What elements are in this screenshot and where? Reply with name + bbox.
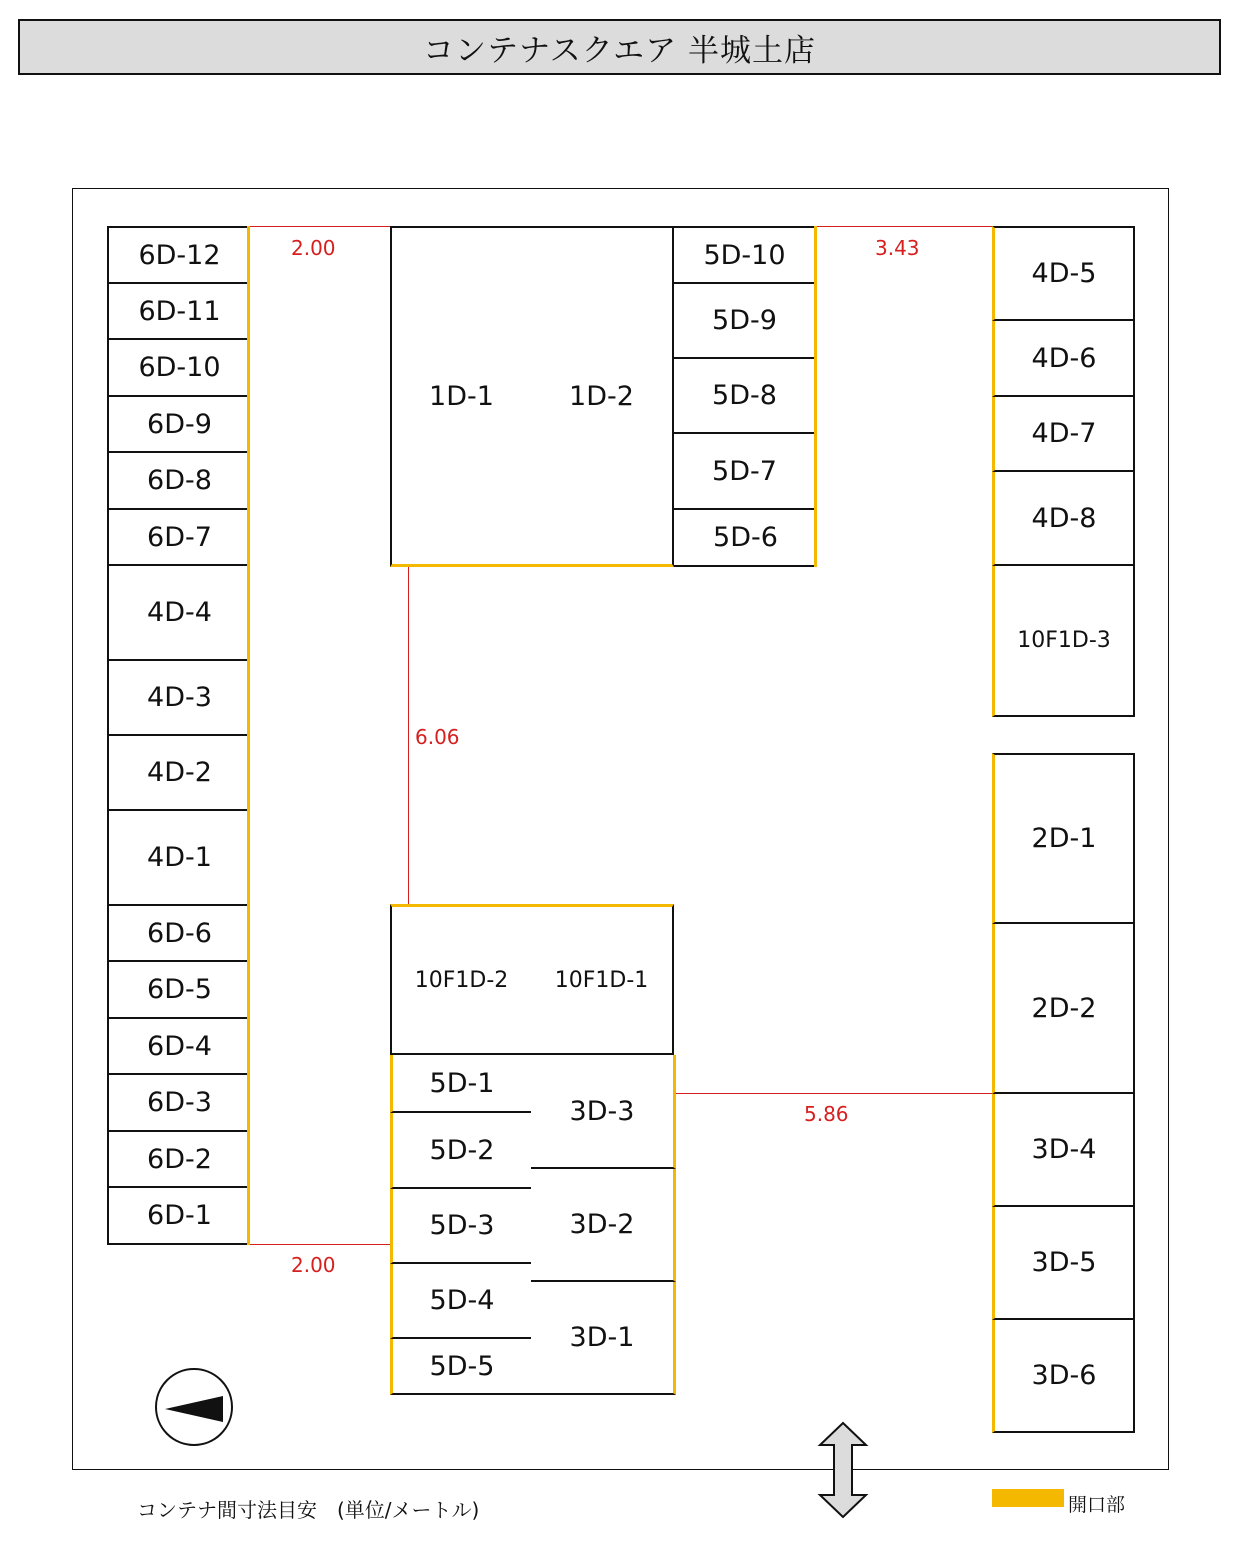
opening-legend-swatch — [992, 1489, 1064, 1507]
dimension-line — [250, 226, 390, 227]
unit[interactable]: 2D-1 — [992, 753, 1135, 924]
unit[interactable]: 4D-8 — [992, 472, 1135, 566]
unit[interactable]: 6D-3 — [107, 1075, 250, 1132]
unit[interactable]: 4D-1 — [107, 811, 250, 906]
unit[interactable]: 3D-4 — [992, 1094, 1135, 1207]
unit[interactable]: 6D-7 — [107, 510, 250, 566]
unit[interactable]: 6D-6 — [107, 906, 250, 962]
dimension-line — [408, 567, 409, 904]
dimension-label: 2.00 — [291, 236, 336, 260]
unit[interactable]: 5D-7 — [674, 434, 817, 510]
unit[interactable]: 5D-9 — [674, 284, 817, 359]
dimension-label: 2.00 — [291, 1253, 336, 1277]
unit[interactable]: 3D-5 — [992, 1207, 1135, 1320]
unit[interactable]: 5D-10 — [674, 226, 817, 284]
unit[interactable]: 6D-10 — [107, 340, 250, 397]
opening-strip — [814, 226, 817, 567]
dimension-line — [676, 1093, 992, 1094]
unit[interactable]: 6D-4 — [107, 1019, 250, 1075]
unit[interactable]: 3D-3 — [531, 1055, 676, 1169]
unit[interactable]: 2D-2 — [992, 924, 1135, 1094]
dimension-label: 3.43 — [875, 236, 920, 260]
unit[interactable]: 4D-5 — [992, 226, 1135, 321]
unit[interactable]: 1D-2 — [531, 226, 674, 567]
unit[interactable]: 10F1D-3 — [992, 566, 1135, 717]
opening-legend-label: 開口部 — [1068, 1494, 1126, 1516]
north-arrow-icon — [155, 1368, 233, 1446]
unit[interactable]: 5D-1 — [390, 1055, 533, 1113]
unit[interactable]: 5D-4 — [390, 1264, 533, 1339]
unit[interactable]: 4D-6 — [992, 321, 1135, 397]
dimension-label: 6.06 — [415, 725, 460, 749]
unit[interactable]: 10F1D-1 — [531, 904, 674, 1055]
unit[interactable]: 4D-3 — [107, 661, 250, 736]
dimension-label: 5.86 — [804, 1102, 849, 1126]
unit[interactable]: 1D-1 — [390, 226, 533, 567]
unit[interactable]: 6D-8 — [107, 453, 250, 510]
unit[interactable]: 6D-12 — [107, 226, 250, 284]
dimension-line — [817, 226, 992, 227]
unit[interactable]: 10F1D-2 — [390, 904, 533, 1055]
unit[interactable]: 4D-2 — [107, 736, 250, 811]
unit[interactable]: 3D-6 — [992, 1320, 1135, 1433]
unit[interactable]: 5D-6 — [674, 510, 817, 567]
unit[interactable]: 3D-1 — [531, 1282, 676, 1395]
page-title: コンテナスクエア 半城土店 — [18, 19, 1221, 75]
unit[interactable]: 5D-8 — [674, 359, 817, 434]
dimension-footnote: コンテナ間寸法目安 (単位/メートル) — [137, 1498, 480, 1522]
unit[interactable]: 5D-5 — [390, 1339, 533, 1395]
unit[interactable]: 6D-11 — [107, 284, 250, 340]
entrance-double-arrow-icon — [814, 1420, 872, 1520]
unit[interactable]: 6D-9 — [107, 397, 250, 453]
unit[interactable]: 3D-2 — [531, 1169, 676, 1282]
unit[interactable]: 4D-7 — [992, 397, 1135, 472]
opening-strip — [247, 226, 250, 1245]
unit[interactable]: 4D-4 — [107, 566, 250, 661]
unit[interactable]: 6D-2 — [107, 1132, 250, 1188]
dimension-line — [250, 1244, 390, 1245]
unit[interactable]: 5D-2 — [390, 1113, 533, 1189]
unit[interactable]: 5D-3 — [390, 1189, 533, 1264]
unit[interactable]: 6D-5 — [107, 962, 250, 1019]
unit[interactable]: 6D-1 — [107, 1188, 250, 1245]
